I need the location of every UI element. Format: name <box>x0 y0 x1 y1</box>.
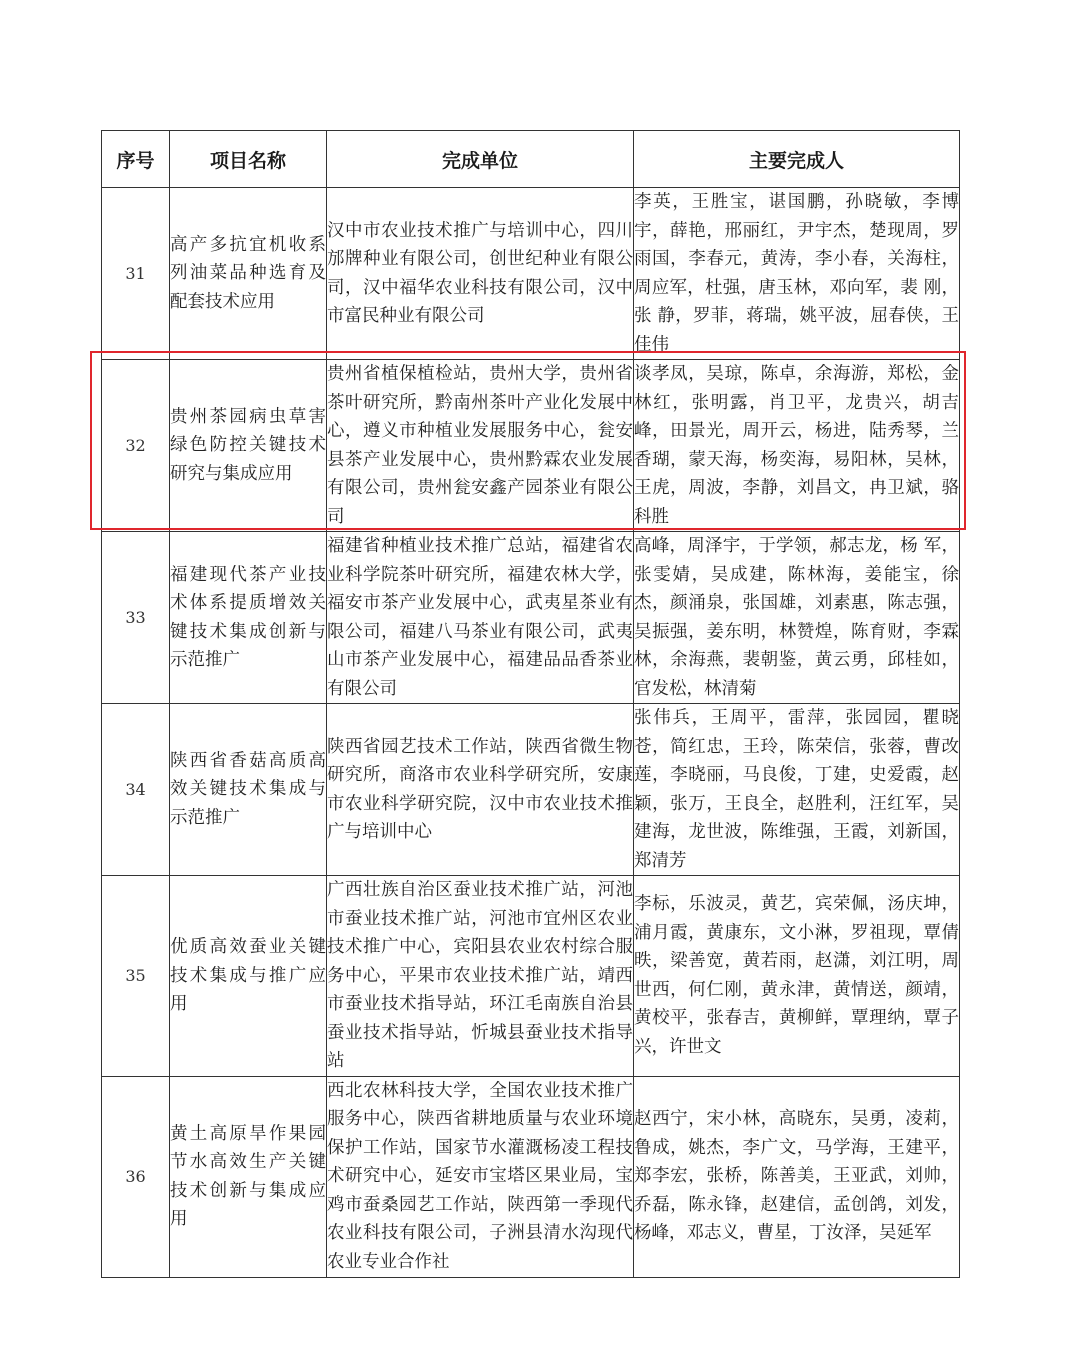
header-completing-unit: 完成单位 <box>327 131 634 188</box>
row-main-contributors: 李标，乐波灵，黄艺，宾荣佩，汤庆坤，浦月霞，黄康东，文小淋，罗祖现，覃倩昳，梁善宽，黄若雨，赵潇，刘江明，周世西，何仁刚，黄永津，黄情送，颜靖，黄校平，张春吉，黄柳鲜，覃理纳，覃子兴，许世文 <box>634 876 960 1077</box>
header-main-contributors: 主要完成人 <box>634 131 960 188</box>
row-main-contributors: 谈孝凤，吴琼，陈卓，余海游，郑松，金林红，张明露，肖卫平，龙贵兴，胡吉峰，田景光，周开云，杨进，陆秀琴，兰香瑚，蒙天海，杨奕海，易阳林，吴林，王虎，周波，李静，刘昌文，冉卫斌，骆科胜 <box>634 360 960 532</box>
row-serial-number: 36 <box>102 1076 170 1277</box>
row-project-name: 贵州茶园病虫草害绿色防控关键技术研究与集成应用 <box>170 360 327 532</box>
table-row <box>102 188 960 360</box>
table-row <box>102 532 960 704</box>
row-main-contributors: 高峰，周泽宇，于学领，郝志龙，杨 军，张雯婧，吴成建，陈林海，姜能宝，徐杰，颜涌泉，张国雄，刘素惠，陈志强，吴振强，姜东明，林赞煌，陈育财，李霖林，余海燕，裴朝鉴，黄云勇，邱桂如，官发松，林清菊 <box>634 532 960 704</box>
table-header <box>102 131 960 188</box>
row-serial-number: 34 <box>102 704 170 876</box>
row-completing-unit: 汉中市农业技术推广与培训中心，四川邡牌种业有限公司，创世纪种业有限公司，汉中福华农业科技有限公司，汉中市富民种业有限公司 <box>327 188 634 360</box>
award-project-table <box>101 130 960 1278</box>
row-completing-unit: 福建省种植业技术推广总站，福建省农业科学院茶叶研究所，福建农林大学，福安市茶产业发展中心，武夷星茶业有限公司，福建八马茶业有限公司，武夷山市茶产业发展中心，福建品品香茶业有限公司 <box>327 532 634 704</box>
row-serial-number: 33 <box>102 532 170 704</box>
row-main-contributors: 赵西宁，宋小林，高晓东，吴勇，凌莉，鲁成，姚杰，李广文，马学海，王建平，郑李宏，张桥，陈善美，王亚武，刘帅，乔磊，陈永锋，赵建信，孟创鸽，刘发，杨峰，邓志义，曹星，丁汝泽，吴延军 <box>634 1076 960 1277</box>
row-completing-unit: 广西壮族自治区蚕业技术推广站，河池市蚕业技术推广站，河池市宜州区农业技术推广中心，宾阳县农业农村综合服务中心，平果市农业技术推广站，靖西市蚕业技术指导站，环江毛南族自治县蚕业技术指导站，忻城县蚕业技术指导站 <box>327 876 634 1077</box>
table-row <box>102 1076 960 1277</box>
row-serial-number: 32 <box>102 360 170 532</box>
row-project-name: 福建现代茶产业技术体系提质增效关键技术集成创新与示范推广 <box>170 532 327 704</box>
header-serial-number: 序号 <box>102 131 170 188</box>
table-row <box>102 704 960 876</box>
row-serial-number: 31 <box>102 188 170 360</box>
row-project-name: 高产多抗宜机收系列油菜品种选育及配套技术应用 <box>170 188 327 360</box>
row-completing-unit: 贵州省植保植检站，贵州大学，贵州省茶叶研究所，黔南州茶叶产业化发展中心，遵义市种植业发展服务中心，瓮安县茶产业发展中心，贵州黔霖农业发展有限公司，贵州瓮安鑫产园茶业有限公司 <box>327 360 634 532</box>
table-row-highlighted <box>102 360 960 532</box>
table-body <box>102 188 960 1278</box>
table-row <box>102 876 960 1077</box>
row-serial-number: 35 <box>102 876 170 1077</box>
row-project-name: 优质高效蚕业关键技术集成与推广应用 <box>170 876 327 1077</box>
row-completing-unit: 陕西省园艺技术工作站，陕西省微生物研究所，商洛市农业科学研究所，安康市农业科学研究院，汉中市农业技术推广与培训中心 <box>327 704 634 876</box>
row-main-contributors: 张伟兵，王周平，雷萍，张园园，瞿晓苍，简红忠，王玲，陈荣信，张蓉，曹改莲，李晓丽，马良俊，丁建，史爱霞，赵颖，张万，王良全，赵胜利，汪红军，吴建海，龙世波，陈维强，王霞，刘新国，郑清芳 <box>634 704 960 876</box>
header-row <box>102 131 960 188</box>
row-completing-unit: 西北农林科技大学，全国农业技术推广服务中心，陕西省耕地质量与农业环境保护工作站，国家节水灌溉杨凌工程技术研究中心，延安市宝塔区果业局，宝鸡市蚕桑园艺工作站，陕西第一季现代农业科技有限公司，子洲县清水沟现代农业专业合作社 <box>327 1076 634 1277</box>
row-project-name: 黄土高原旱作果园节水高效生产关键技术创新与集成应用 <box>170 1076 327 1277</box>
row-main-contributors: 李英，王胜宝，谌国鹏，孙晓敏，李博宇，薛艳，邢丽红，尹宇杰，楚现周，罗雨国，李春元，黄涛，李小春，关海柱，周应军，杜强，唐玉林，邓向军，裴 刚，张 静，罗菲，蒋瑞，姚平波，屈春侠，王佳伟 <box>634 188 960 360</box>
header-project-name: 项目名称 <box>170 131 327 188</box>
row-project-name: 陕西省香菇高质高效关键技术集成与示范推广 <box>170 704 327 876</box>
